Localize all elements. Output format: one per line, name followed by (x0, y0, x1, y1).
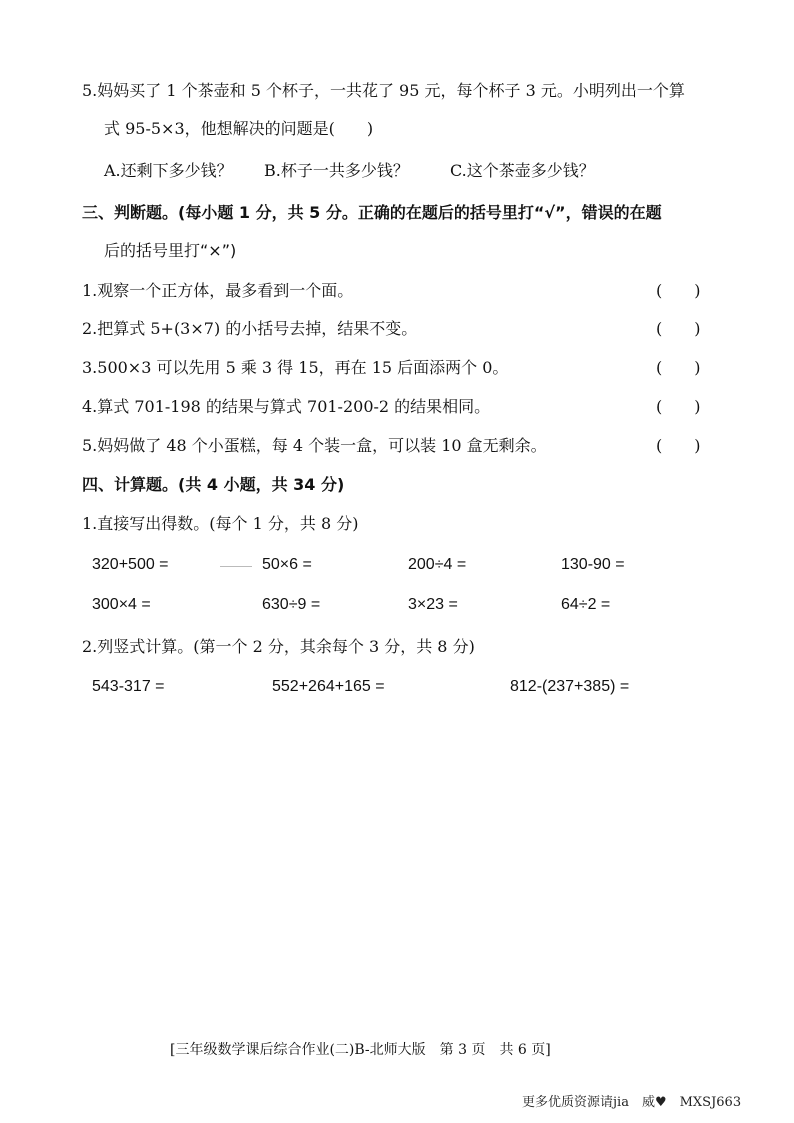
judge-item-2: 2.把算式 5+(3×7) 的小括号去掉，结果不变。 (82, 319, 418, 338)
mc-option-a: A.还剩下多少钱？ (104, 161, 233, 180)
section-4-heading: 四、计算题。(共 4 小题，共 34 分) (82, 475, 345, 494)
section-3-heading-line1: 三、判断题。(每小题 1 分，共 5 分。正确的在题后的括号里打“√”，错误的在题 (82, 203, 662, 222)
page-footer: [三年级数学课后综合作业(二)B-北师大版 第 3 页 共 6 页] (170, 1042, 551, 1058)
judge-blank-3[interactable]: ( ) (656, 358, 701, 377)
judge-blank-1[interactable]: ( ) (656, 281, 701, 300)
judge-blank-5[interactable]: ( ) (656, 436, 701, 455)
calc-item-6: 630÷9 = (262, 596, 321, 613)
calc-item-2: 50×6 = (262, 556, 312, 573)
mc-option-c: C.这个茶壶多少钱？ (450, 161, 595, 180)
vertical-calc-3: 812-(237+385) = (510, 678, 630, 695)
judge-item-4: 4.算式 701-198 的结果与算式 701-200-2 的结果相同。 (82, 397, 491, 416)
judge-item-1: 1.观察一个正方体，最多看到一个面。 (82, 281, 354, 300)
judge-item-3: 3.500×3 可以先用 5 乘 3 得 15，再在 15 后面添两个 0。 (82, 358, 509, 377)
section-3-heading-line2: 后的括号里打“×”) (104, 241, 237, 260)
calc-item-7: 3×23 = (408, 596, 458, 613)
judge-item-5: 5.妈妈做了 48 个小蛋糕，每 4 个装一盒，可以装 10 盒无剩余。 (82, 436, 547, 455)
calc-item-1: 320+500 = (92, 556, 169, 573)
mc-option-b: B.杯子一共多少钱？ (264, 161, 409, 180)
calc-q1-title: 1.直接写出得数。(每个 1 分，共 8 分) (82, 514, 359, 533)
scan-mark (220, 566, 252, 567)
calc-item-5: 300×4 = (92, 596, 151, 613)
calc-item-3: 200÷4 = (408, 556, 467, 573)
watermark-text: 更多优质资源请jia 威♥ MXSJ663 (522, 1095, 742, 1110)
vertical-calc-2: 552+264+165 = (272, 678, 385, 695)
mc-question-5-line2: 式 95-5×3，他想解决的问题是( ) (104, 119, 374, 138)
calc-item-4: 130-90 = (561, 556, 625, 573)
judge-blank-4[interactable]: ( ) (656, 397, 701, 416)
mc-question-5-line1: 5.妈妈买了 1 个茶壶和 5 个杯子，一共花了 95 元，每个杯子 3 元。小明列出一个算 (82, 81, 685, 100)
vertical-calc-1: 543-317 = (92, 678, 165, 695)
calc-q2-title: 2.列竖式计算。(第一个 2 分，其余每个 3 分，共 8 分) (82, 637, 475, 656)
calc-item-8: 64÷2 = (561, 596, 611, 613)
judge-blank-2[interactable]: ( ) (656, 319, 701, 338)
